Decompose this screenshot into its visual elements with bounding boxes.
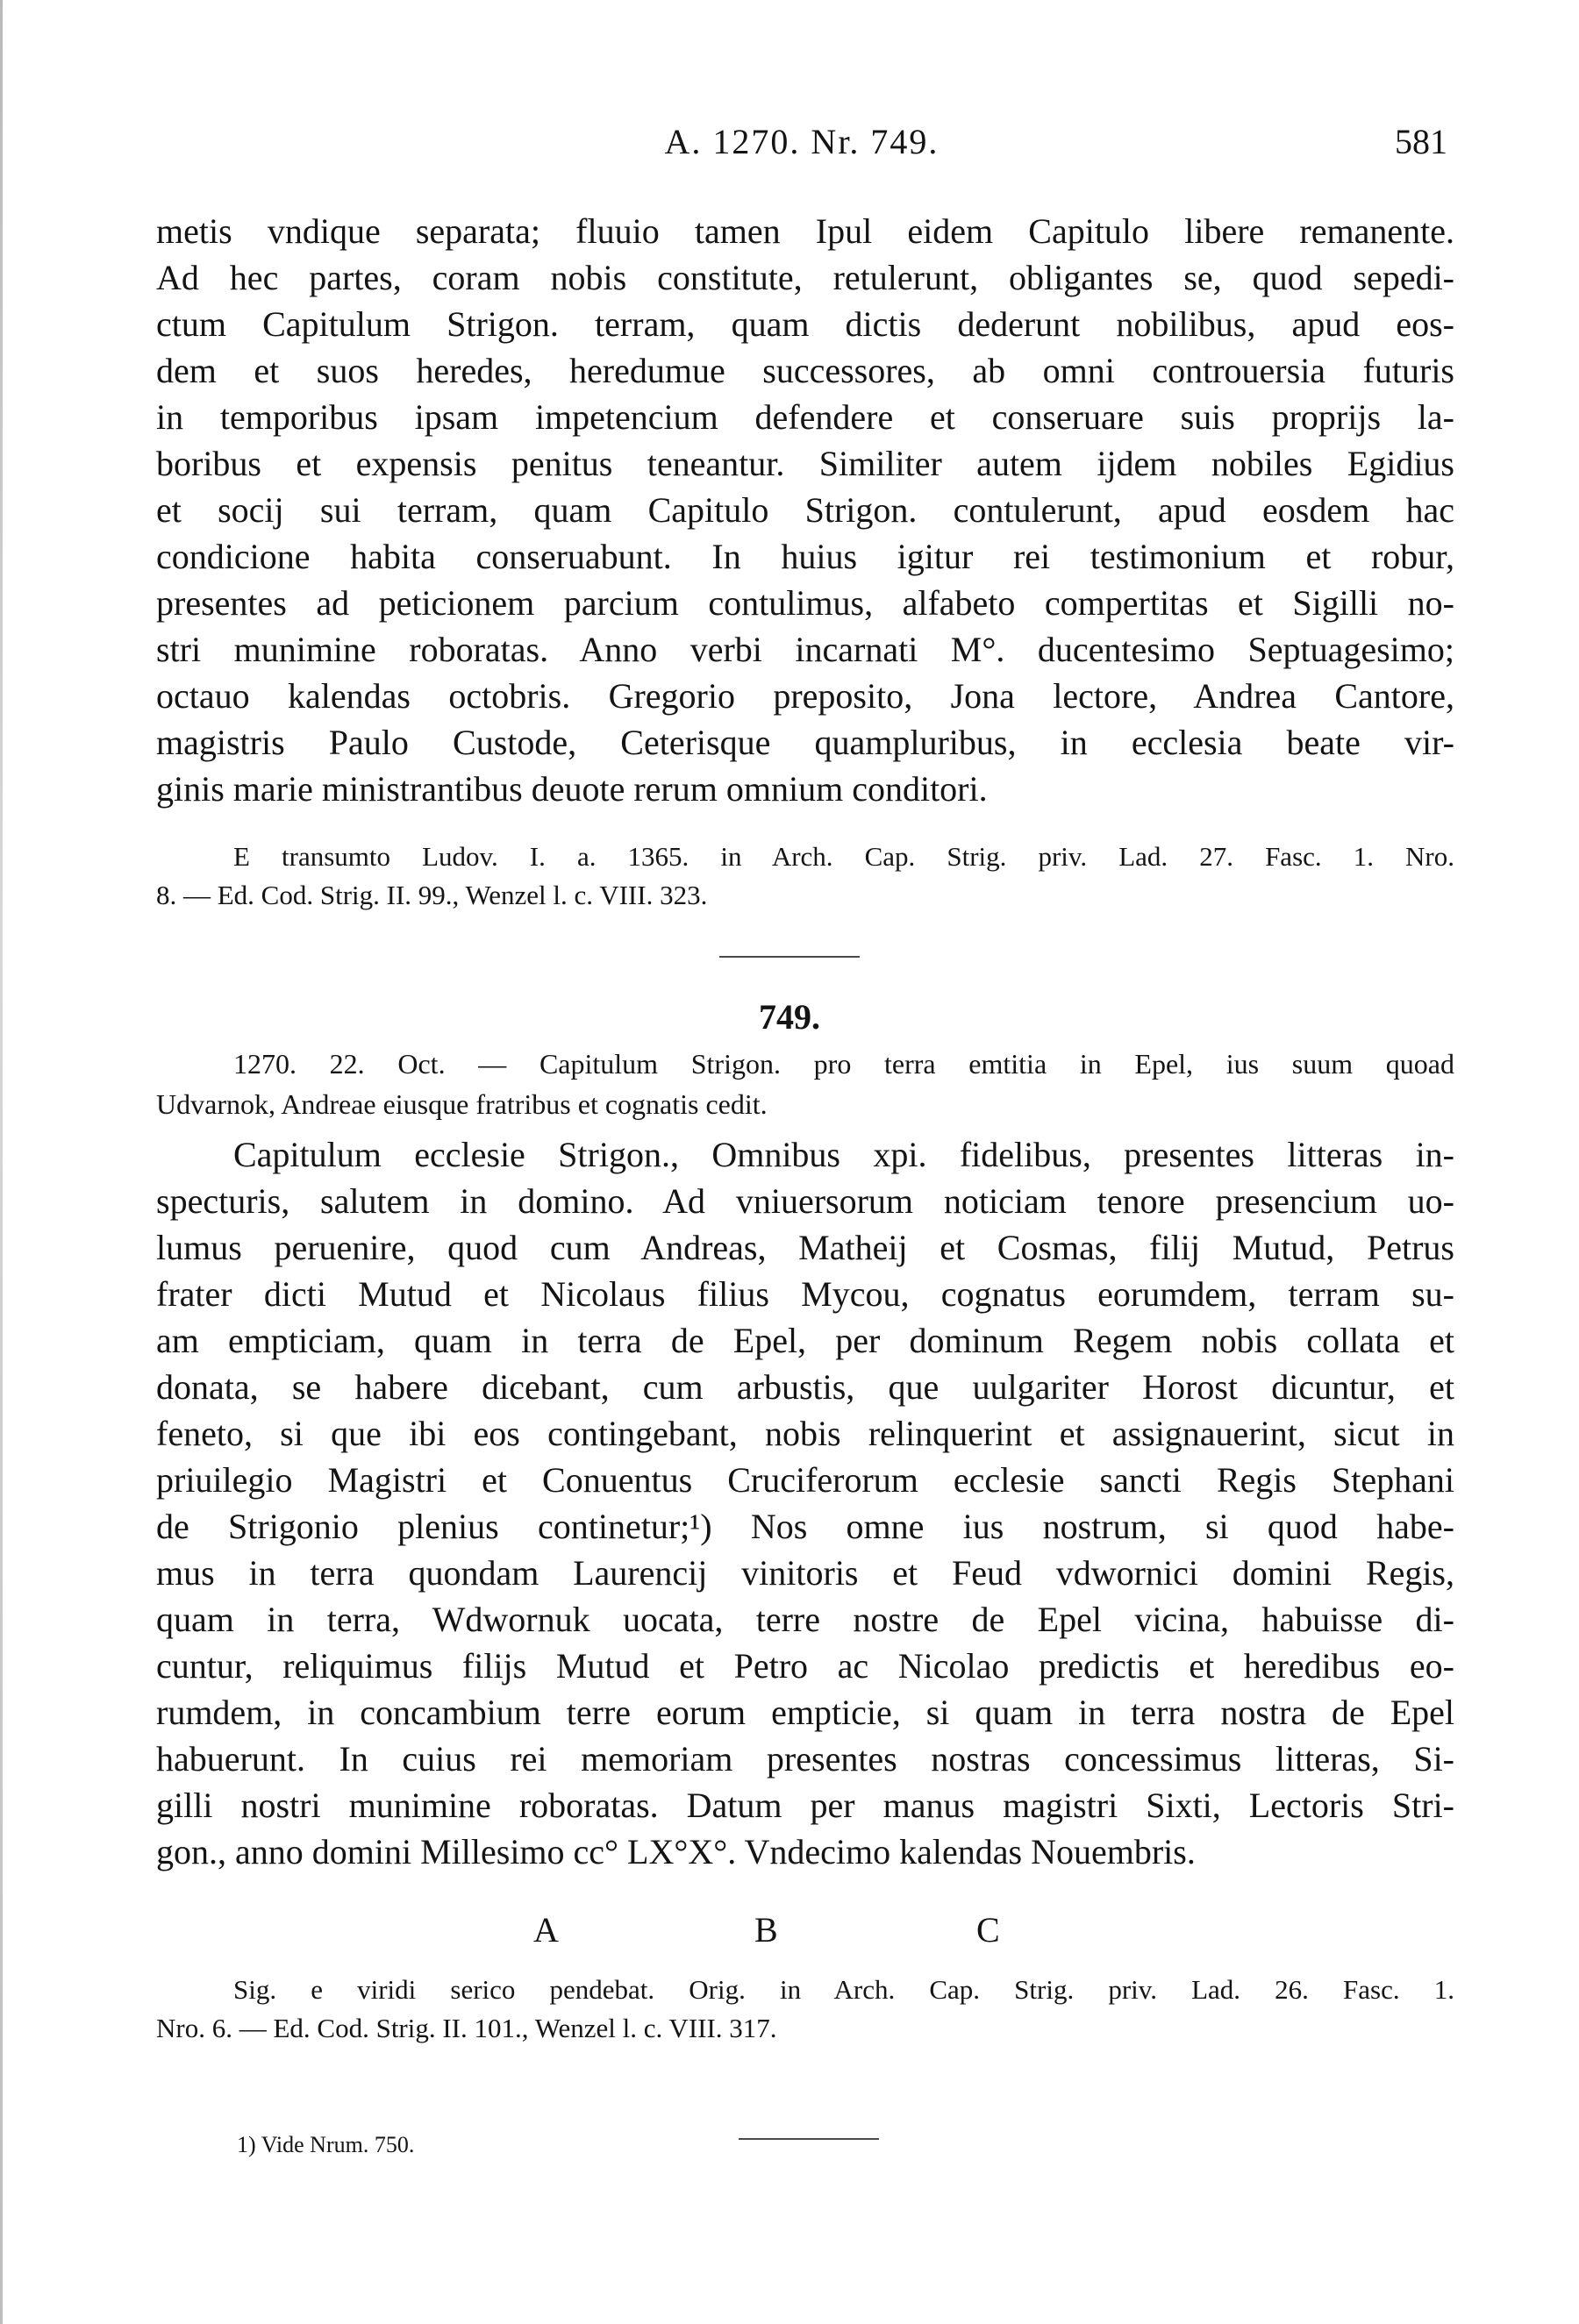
footnote-divider <box>739 2138 879 2140</box>
regest-line: Udvarnok, Andreae eiusque fratribus et cognatis cedit. <box>156 1088 768 1120</box>
text-line: feneto, si que ibi eos contingebant, nobis relinquerint et assignauerint, sicut in <box>156 1414 1454 1453</box>
text-line: am empticiam, quam in terra de Epel, per dominum Regem nobis collata et <box>156 1321 1454 1360</box>
text-line: rumdem, in concambium terre eorum empticie, si quam in terra nostra de Epel <box>156 1693 1454 1732</box>
chirograph-letter: B <box>754 1910 778 1950</box>
text-line: Capitulum ecclesie Strigon., Omnibus xpi. fidelibus, presentes litteras in- <box>233 1135 1454 1174</box>
text-line: octauo kalendas octobris. Gregorio preposito, Jona lectore, Andrea Cantore, <box>156 676 1454 716</box>
text-line: metis vndique separata; fluuio tamen Ipul eidem Capitulo libere remanente. <box>156 211 1454 251</box>
chirograph-letter: C <box>976 1910 1000 1950</box>
text-line: ginis marie ministrantibus deuote rerum omnium conditori. <box>156 769 988 809</box>
text-line: priuilegio Magistri et Conuentus Cruciferorum ecclesie sancti Regis Stephani <box>156 1460 1454 1500</box>
text-line: Ad hec partes, coram nobis constitute, retulerunt, obligantes se, quod sepedi- <box>156 258 1454 297</box>
text-line: ctum Capitulum Strigon. terram, quam dictis dederunt nobilibus, apud eos- <box>156 304 1454 344</box>
text-line: de Strigonio plenius continetur;¹) Nos omne ius nostrum, si quod habe- <box>156 1507 1454 1546</box>
text-line: et socij sui terram, quam Capitulo Strigon. contulerunt, apud eosdem hac <box>156 490 1454 530</box>
charter-text <box>156 1131 1454 1875</box>
text-line: presentes ad peticionem parcium contulimus, alfabeto compertitas et Sigilli no- <box>156 583 1454 623</box>
text-line: in temporibus ipsam impetencium defendere et conseruare suis proprijs la- <box>156 397 1454 437</box>
text-line: frater dicti Mutud et Nicolaus filius Mycou, cognatus eorumdem, terram su- <box>156 1274 1454 1314</box>
page-number: 581 <box>1395 122 1447 161</box>
source-note-line: 8. — Ed. Cod. Strig. II. 99., Wenzel l. c. VIII. 323. <box>156 880 708 910</box>
text-line: habuerunt. In cuius rei memoriam presentes nostras concessimus litteras, Si- <box>156 1739 1454 1779</box>
regest-line: 1270. 22. Oct. — Capitulum Strigon. pro terra emtitia in Epel, ius suum quoad <box>233 1048 1454 1080</box>
chirograph-letters <box>156 1909 1454 1962</box>
text-line: gon., anno domini Millesimo cc° LX°X°. Vndecimo kalendas Nouembris. <box>156 1832 1196 1871</box>
text-line: boribus et expensis penitus teneantur. Similiter autem ijdem nobiles Egidius <box>156 444 1454 483</box>
chirograph-letter: A <box>533 1910 559 1950</box>
text-line: donata, se habere dicebant, cum arbustis, que uulgariter Horost dicuntur, et <box>156 1367 1454 1407</box>
section-divider <box>719 956 860 958</box>
running-head: A. 1270. Nr. 749. <box>664 122 940 161</box>
previous-charter-text <box>156 208 1454 812</box>
text-line: gilli nostri munimine roboratas. Datum per manus magistri Sixti, Lectoris Stri- <box>156 1786 1454 1825</box>
text-line: cuntur, reliquimus filijs Mutud et Petro ac Nicolao predictis et heredibus eo- <box>156 1646 1454 1686</box>
charter-regest <box>156 1044 1454 1124</box>
text-line: stri munimine roboratas. Anno verbi incarnati M°. ducentesimo Septuagesimo; <box>156 630 1454 669</box>
source-note-line: Nro. 6. — Ed. Cod. Strig. II. 101., Wenzel l. c. VIII. 317. <box>156 2013 777 2043</box>
previous-charter-source-note <box>156 838 1454 915</box>
text-line: magistris Paulo Custode, Ceterisque quampluribus, in ecclesia beate vir- <box>156 723 1454 762</box>
charter-source-note <box>156 1971 1454 2048</box>
text-line: mus in terra quondam Laurencij vinitoris et Feud vdwornici domini Regis, <box>156 1553 1454 1593</box>
source-note-line: Sig. e viridi serico pendebat. Orig. in Arch. Cap. Strig. priv. Lad. 26. Fasc. 1. <box>233 1974 1454 2005</box>
charter-number: 749. <box>759 997 820 1037</box>
scan-edge <box>0 0 3 2324</box>
text-line: specturis, salutem in domino. Ad vniuersorum noticiam tenore presencium uo- <box>156 1181 1454 1221</box>
source-note-line: E transumto Ludov. I. a. 1365. in Arch. Cap. Strig. priv. Lad. 27. Fasc. 1. Nro. <box>233 841 1454 872</box>
text-line: lumus peruenire, quod cum Andreas, Matheij et Cosmas, filij Mutud, Petrus <box>156 1228 1454 1267</box>
page-header <box>156 121 1447 174</box>
text-line: dem et suos heredes, heredumue successores, ab omni controuersia futuris <box>156 351 1454 390</box>
footnote: 1) Vide Nrum. 750. <box>237 2132 415 2157</box>
text-line: quam in terra, Wdwornuk uocata, terre nostre de Epel vicina, habuisse di- <box>156 1600 1454 1639</box>
text-line: condicione habita conseruabunt. In huius igitur rei testimonium et robur, <box>156 537 1454 576</box>
